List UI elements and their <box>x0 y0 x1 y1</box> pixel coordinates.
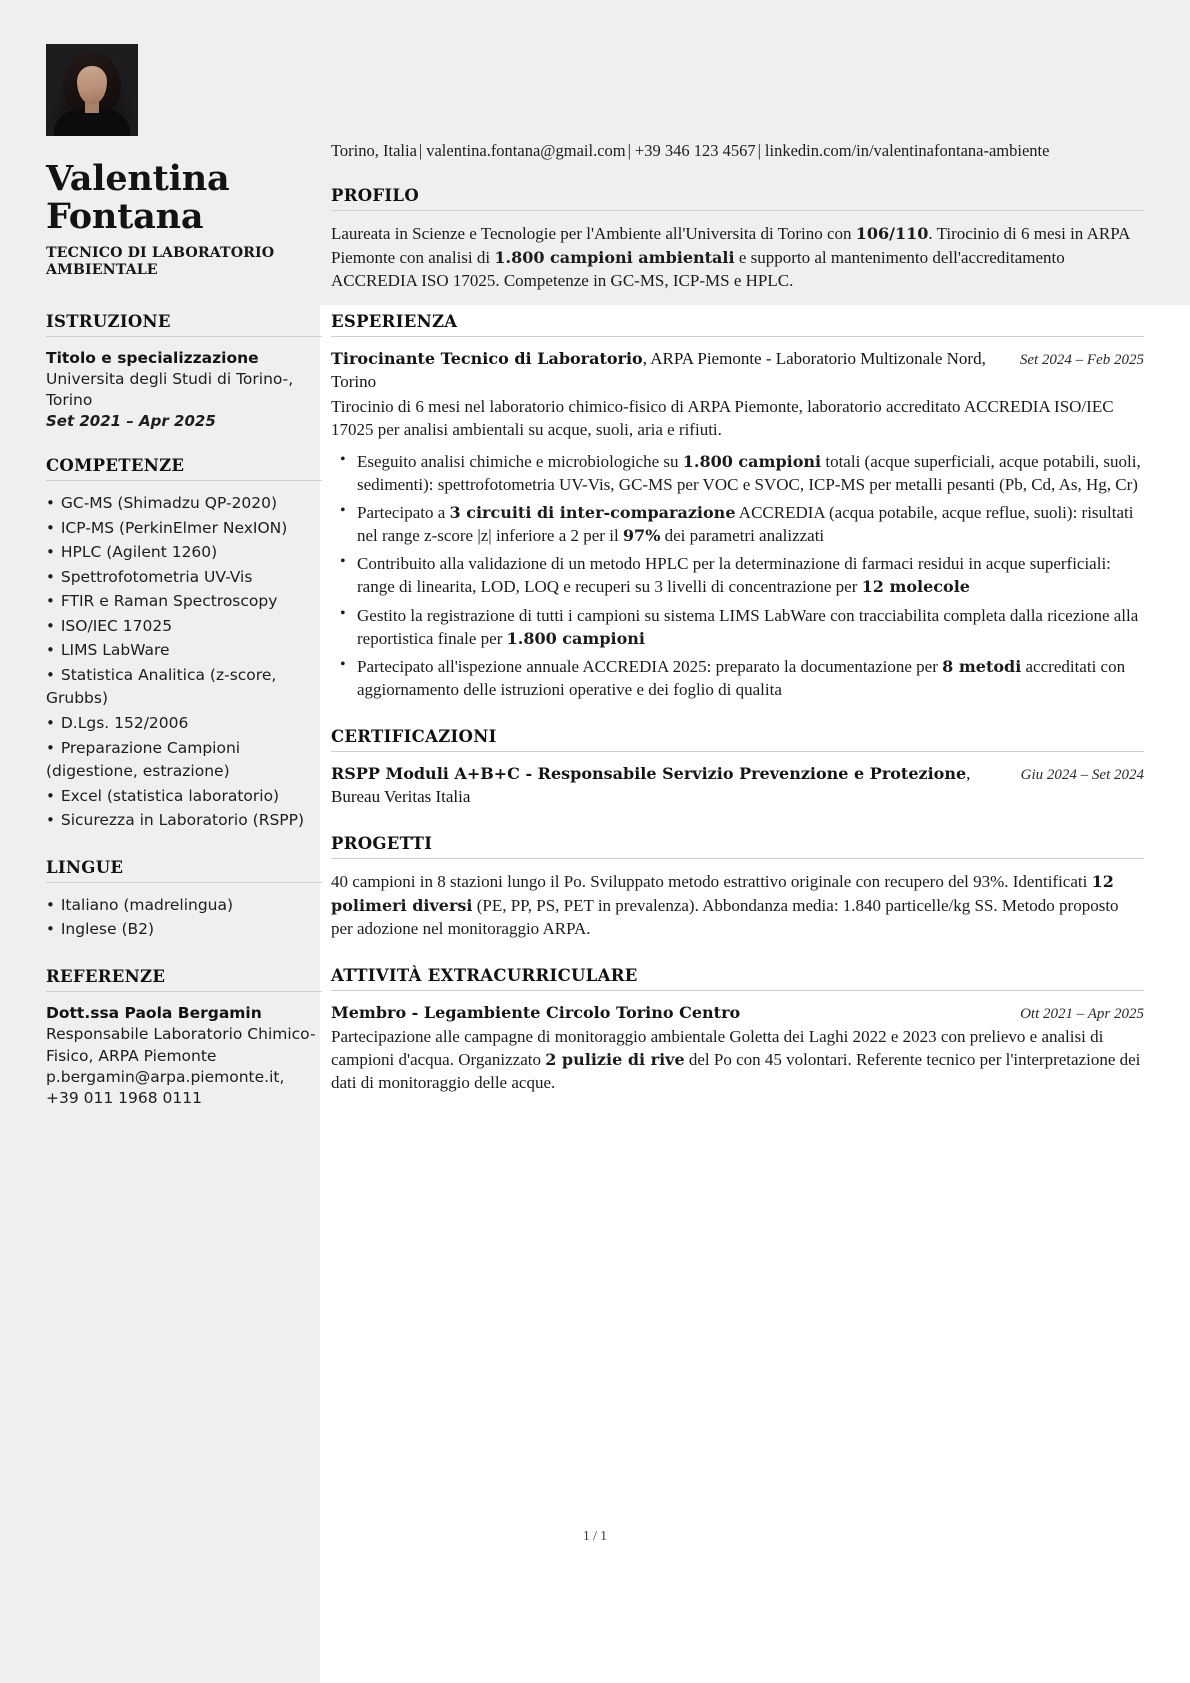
certification-entry <box>331 763 1144 809</box>
bullet-item <box>331 552 1144 598</box>
body-text: Partecipato a <box>357 503 450 523</box>
body-text: Gestito la registrazione di tutti i campioni su sistema LIMS LabWare con tracciabilita completa dalla ricezione alla reportistica finale per <box>357 605 1139 648</box>
experience-company: , ARPA Piemonte - Laboratorio Multizonale Nord, Torino <box>331 349 986 391</box>
sidebar-section-referenze <box>46 967 322 1110</box>
contact-line <box>331 140 1144 162</box>
list-item: • HPLC (Agilent 1260) <box>46 541 322 565</box>
section-certificazioni <box>331 727 1144 809</box>
education-degree: Titolo e specializzazione <box>46 349 259 368</box>
reference-entry <box>46 1003 322 1110</box>
contact-phone[interactable]: +39 346 123 4567 <box>634 141 756 160</box>
contact-separator: | <box>627 141 631 160</box>
section-heading-profilo: PROFILO <box>331 186 419 206</box>
body-text: del Po con 45 volontari. Referente tecnico per l'interpretazione dei dati di monitoraggio delle acque. <box>331 1049 1141 1092</box>
emphasis-text: 1.800 campioni <box>506 628 645 648</box>
emphasis-text: 12 molecole <box>861 577 970 597</box>
list-item: • Italiano (madrelingua) <box>46 894 322 918</box>
last-name: Fontana <box>46 195 204 237</box>
emphasis-text: 2 pulizie di rive <box>545 1049 685 1069</box>
contact-linkedin[interactable]: linkedin.com/in/valentinafontana-ambiente <box>764 141 1050 160</box>
experience-bullets <box>331 450 1144 701</box>
languages-list <box>46 894 322 942</box>
section-heading-attivita: ATTIVITÀ EXTRACURRICULARE <box>331 965 638 985</box>
resume-header <box>0 0 1190 292</box>
section-divider <box>331 751 1144 752</box>
profile-text <box>331 222 1144 292</box>
experience-role: Tirocinante Tecnico di Laboratorio <box>331 349 643 369</box>
contact-location: Torino, Italia <box>331 141 417 160</box>
body-text: ACCREDIA (acqua potabile, acque reflue, suoli): risultati nel range z-score |z| inferiore a 2 per il <box>357 503 1134 546</box>
section-divider <box>331 858 1144 859</box>
skills-list <box>46 492 322 833</box>
emphasis-text: 3 circuiti di inter-comparazione <box>449 503 736 523</box>
bullet-item <box>331 604 1144 650</box>
certification-dates: Giu 2024 – Set 2024 <box>1020 766 1144 783</box>
list-item: • Inglese (B2) <box>46 918 322 942</box>
sidebar <box>46 292 322 1135</box>
body-text: accreditati con aggiornamento delle istruzioni operative e dei foglio di qualita <box>357 656 1126 699</box>
section-heading-certificazioni: CERTIFICAZIONI <box>331 726 497 746</box>
list-item: • LIMS LabWare <box>46 639 322 663</box>
experience-dates: Set 2024 – Feb 2025 <box>1019 352 1144 369</box>
list-item: • FTIR e Raman Spectroscopy <box>46 590 322 614</box>
reference-role: Responsabile Laboratorio Chimico-Fisico, ARPA Piemonte <box>46 1025 316 1065</box>
job-title: TECNICO DI LABORATORIO AMBIENTALE <box>46 244 275 278</box>
section-divider <box>331 336 1144 337</box>
experience-description: Tirocinio di 6 mesi nel laboratorio chimico-fisico di ARPA Piemonte, laboratorio accreditato ACCREDIA ISO/IEC 17025 per analisi ambientali su acque, suoli, aria e rifiuti. <box>331 396 1114 439</box>
list-item: • GC-MS (Shimadzu QP-2020) <box>46 492 322 516</box>
experience-role-company <box>331 348 1006 394</box>
certification-name-issuer <box>331 763 1007 809</box>
section-divider <box>46 336 322 337</box>
body-text: Partecipato all'ispezione annuale ACCREDIA 2025: preparato la documentazione per <box>357 656 943 676</box>
contact-separator: | <box>418 141 423 160</box>
body-text: dei parametri analizzati <box>660 526 825 546</box>
projects-text <box>331 870 1144 939</box>
experience-entry <box>331 348 1144 701</box>
education-entry <box>46 348 322 431</box>
list-item: • Spettrofotometria UV-Vis <box>46 566 322 590</box>
section-heading-lingue: LINGUE <box>46 857 124 877</box>
extracurricular-role-wrap <box>331 1002 1006 1025</box>
main-content <box>322 292 1144 1120</box>
body-text: Laureata in Scienze e Tecnologie per l'Ambiente all'Universita di Torino con <box>331 224 856 244</box>
header-right-column <box>322 44 1144 292</box>
first-name: Valentina <box>46 158 230 199</box>
emphasis-text: 106/110 <box>855 224 929 244</box>
body-text: (PE, PP, PS, PET in prevalenza). Abbondanza media: 1.840 particelle/kg SS. Metodo proposto per adozione nel monitoraggio ARPA. <box>331 895 1119 938</box>
body-text: . Tirocinio di 6 mesi in ARPA Piemonte con analisi di <box>331 224 1130 267</box>
list-item: • Sicurezza in Laboratorio (RSPP) <box>46 809 322 833</box>
section-divider <box>46 480 322 481</box>
resume-body <box>0 292 1190 1135</box>
section-divider <box>331 210 1144 211</box>
identity-block <box>46 44 322 279</box>
list-item: • ICP-MS (PerkinElmer NexION) <box>46 517 322 541</box>
photo-face-shape <box>77 66 107 104</box>
body-text: Eseguito analisi chimiche e microbiologiche su <box>357 451 683 471</box>
education-school: Universita degli Studi di Torino-, Torino <box>46 369 294 409</box>
bullet-item <box>331 450 1144 496</box>
list-item: • Excel (statistica laboratorio) <box>46 785 322 809</box>
section-divider <box>46 991 322 992</box>
certification-name: RSPP Moduli A+B+C - Responsabile Servizio Prevenzione e Protezione <box>331 763 967 783</box>
emphasis-text: 1.800 campioni <box>682 451 822 471</box>
body-text: totali (acque superficiali, acque potabili, suoli, sedimenti): spettrofotometria UV-Vis, GC-MS per VOC e SVOC, ICP-MS per metalli pesanti (Pb, Cd, As, Hg, Cr) <box>357 451 1141 494</box>
list-item: • D.Lgs. 152/2006 <box>46 712 322 736</box>
emphasis-text: 8 metodi <box>942 656 1022 676</box>
page-footer <box>0 1528 1190 1544</box>
certification-issuer: , Bureau Veritas Italia <box>331 763 971 806</box>
contact-email[interactable]: valentina.fontana@gmail.com <box>426 141 626 160</box>
list-item: • Statistica Analitica (z-score, Grubbs) <box>46 664 322 711</box>
body-text: Contribuito alla validazione di un metodo HPLC per la determinazione di farmaci residui in acque superficiali: range di linearita, LOD, LOQ e recuperi su 3 livelli di concentrazione per <box>357 554 1111 597</box>
sidebar-section-istruzione <box>46 312 322 431</box>
education-dates: Set 2021 – Apr 2025 <box>46 411 216 430</box>
section-progetti <box>331 834 1144 939</box>
profile-photo <box>46 44 138 136</box>
extracurricular-role: Membro - Legambiente Circolo Torino Centro <box>331 1002 741 1022</box>
sidebar-section-competenze <box>46 456 322 833</box>
experience-entry-header <box>331 348 1144 394</box>
reference-name: Dott.ssa Paola Bergamin <box>46 1003 262 1022</box>
section-heading-istruzione: ISTRUZIONE <box>46 312 171 332</box>
emphasis-text: 97% <box>622 526 661 546</box>
body-text: Partecipazione alle campagne di monitoraggio ambientale Goletta dei Laghi 2022 e 2023 con prelievo e analisi di campioni d'acqua. Organizzato <box>331 1026 1104 1069</box>
body-text: e supporto al mantenimento dell'accreditamento ACCREDIA ISO 17025. Competenze in GC-MS, ICP-MS e HPLC. <box>331 247 1065 290</box>
body-text: 40 campioni in 8 stazioni lungo il Po. Sviluppato metodo estrattivo originale con recupero del 93%. Identificati <box>331 872 1092 892</box>
section-divider <box>331 990 1144 991</box>
sidebar-section-lingue <box>46 858 322 942</box>
section-divider <box>46 882 322 883</box>
section-heading-referenze: REFERENZE <box>46 966 166 986</box>
section-heading-esperienza: ESPERIENZA <box>331 312 458 332</box>
list-item: • Preparazione Campioni (digestione, estrazione) <box>46 737 322 784</box>
reference-contact[interactable]: p.bergamin@arpa.piemonte.it, +39 011 1968 0111 <box>46 1067 285 1108</box>
section-heading-progetti: PROGETTI <box>331 834 433 854</box>
section-esperienza <box>331 312 1144 701</box>
extracurricular-entry-header <box>331 1002 1144 1025</box>
section-attivita-extracurriculare <box>331 966 1144 1094</box>
bullet-item <box>331 501 1144 547</box>
page-title <box>46 160 322 236</box>
bullet-item <box>331 655 1144 701</box>
emphasis-text: 1.800 campioni ambientali <box>494 247 735 267</box>
extracurricular-dates: Ott 2021 – Apr 2025 <box>1020 1005 1144 1022</box>
extracurricular-text <box>331 1025 1144 1094</box>
emphasis-text: 12 polimeri diversi <box>331 872 1114 915</box>
section-heading-competenze: COMPETENZE <box>46 456 185 476</box>
list-item: • ISO/IEC 17025 <box>46 615 322 639</box>
contact-separator: | <box>757 141 761 160</box>
page-number: 1 / 1 <box>582 1528 607 1543</box>
